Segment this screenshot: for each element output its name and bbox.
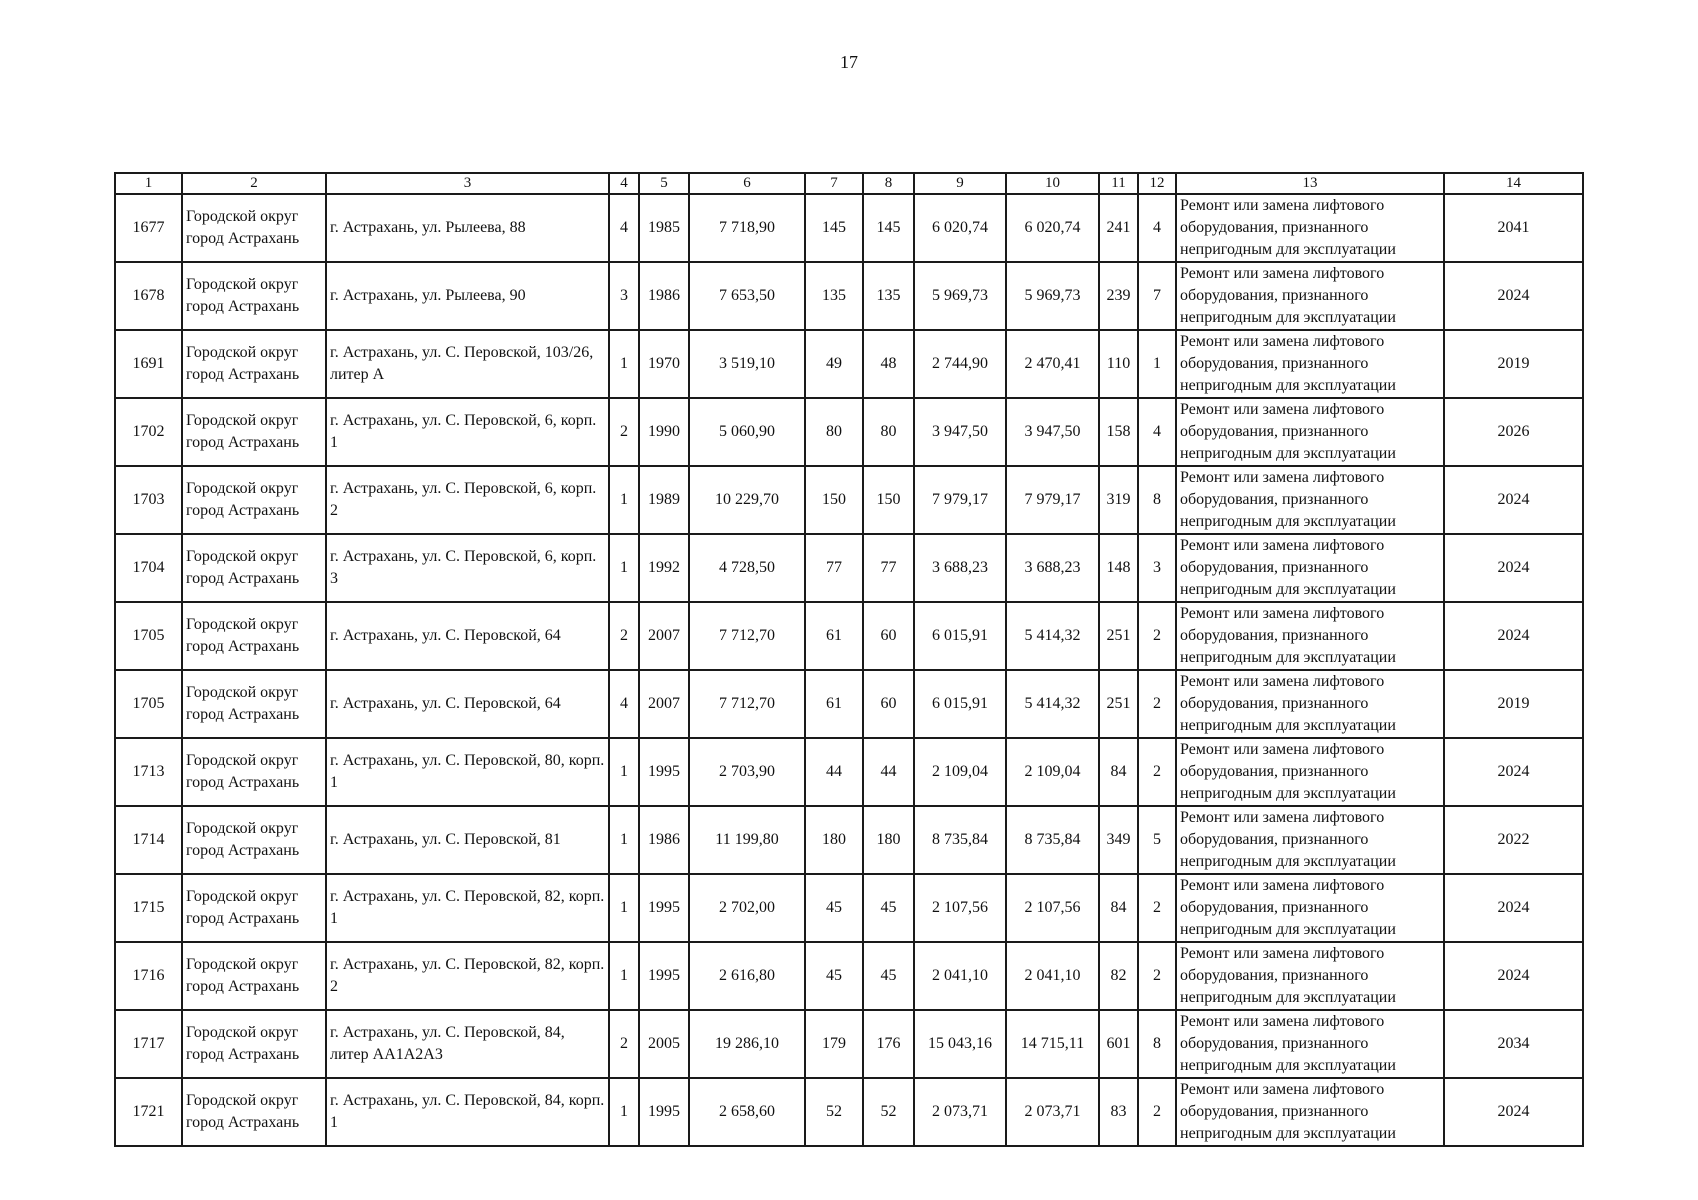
planned-year-cell: 2026 [1444,398,1583,466]
planned-year-cell: 2024 [1444,466,1583,534]
column-8-value-cell: 45 [863,874,914,942]
work-type-cell: Ремонт или замена лифтового оборудования, признанного непригодным для эксплуатации [1176,602,1444,670]
table-row [115,806,1583,874]
municipality-cell: Городской округ город Астрахань [182,398,326,466]
municipality-cell: Городской округ город Астрахань [182,874,326,942]
column-11-value-cell: 349 [1099,806,1138,874]
column-12-value-cell: 7 [1138,262,1176,330]
column-8-value-cell: 48 [863,330,914,398]
total-area-cell: 7 718,90 [689,194,805,262]
record-number-cell: 1715 [115,874,182,942]
record-number-cell: 1691 [115,330,182,398]
total-area-cell: 5 060,90 [689,398,805,466]
column-9-value-cell: 8 735,84 [914,806,1006,874]
column-8-value-cell: 60 [863,602,914,670]
year-cell: 1970 [639,330,689,398]
column-4-value-cell: 1 [609,466,639,534]
column-4-value-cell: 2 [609,1010,639,1078]
planned-year-cell: 2019 [1444,670,1583,738]
column-12-value-cell: 2 [1138,738,1176,806]
column-header-9: 9 [914,173,1006,194]
column-9-value-cell: 7 979,17 [914,466,1006,534]
column-11-value-cell: 84 [1099,874,1138,942]
column-9-value-cell: 2 744,90 [914,330,1006,398]
column-8-value-cell: 45 [863,942,914,1010]
year-cell: 1995 [639,942,689,1010]
column-header-3: 3 [326,173,609,194]
column-10-value-cell: 2 073,71 [1006,1078,1099,1146]
work-type-cell: Ремонт или замена лифтового оборудования, признанного непригодным для эксплуатации [1176,806,1444,874]
address-cell: г. Астрахань, ул. С. Перовской, 64 [326,670,609,738]
column-8-value-cell: 80 [863,398,914,466]
column-12-value-cell: 3 [1138,534,1176,602]
work-type-cell: Ремонт или замена лифтового оборудования, признанного непригодным для эксплуатации [1176,466,1444,534]
total-area-cell: 7 653,50 [689,262,805,330]
column-11-value-cell: 241 [1099,194,1138,262]
column-9-value-cell: 2 109,04 [914,738,1006,806]
column-header-8: 8 [863,173,914,194]
address-cell: г. Астрахань, ул. С. Перовской, 84, литер АА1А2А3 [326,1010,609,1078]
column-12-value-cell: 2 [1138,942,1176,1010]
registry-table [114,172,1584,1147]
address-cell: г. Астрахань, ул. С. Перовской, 80, корп. 1 [326,738,609,806]
municipality-cell: Городской округ город Астрахань [182,466,326,534]
column-11-value-cell: 82 [1099,942,1138,1010]
header-row [115,173,1583,194]
column-11-value-cell: 158 [1099,398,1138,466]
table-row [115,738,1583,806]
address-cell: г. Астрахань, ул. С. Перовской, 82, корп. 1 [326,874,609,942]
work-type-cell: Ремонт или замена лифтового оборудования, признанного непригодным для эксплуатации [1176,1078,1444,1146]
column-header-2: 2 [182,173,326,194]
total-area-cell: 2 702,00 [689,874,805,942]
planned-year-cell: 2024 [1444,738,1583,806]
column-12-value-cell: 1 [1138,330,1176,398]
column-11-value-cell: 83 [1099,1078,1138,1146]
year-cell: 1995 [639,738,689,806]
column-7-value-cell: 179 [805,1010,863,1078]
record-number-cell: 1721 [115,1078,182,1146]
record-number-cell: 1714 [115,806,182,874]
column-9-value-cell: 2 041,10 [914,942,1006,1010]
municipality-cell: Городской округ город Астрахань [182,262,326,330]
table-row [115,602,1583,670]
table-row [115,874,1583,942]
column-4-value-cell: 1 [609,534,639,602]
municipality-cell: Городской округ город Астрахань [182,330,326,398]
planned-year-cell: 2024 [1444,942,1583,1010]
column-12-value-cell: 4 [1138,194,1176,262]
column-header-11: 11 [1099,173,1138,194]
address-cell: г. Астрахань, ул. С. Перовской, 84, корп. 1 [326,1078,609,1146]
column-11-value-cell: 84 [1099,738,1138,806]
year-cell: 1989 [639,466,689,534]
planned-year-cell: 2034 [1444,1010,1583,1078]
column-11-value-cell: 251 [1099,670,1138,738]
municipality-cell: Городской округ город Астрахань [182,602,326,670]
address-cell: г. Астрахань, ул. С. Перовской, 6, корп. 1 [326,398,609,466]
record-number-cell: 1705 [115,602,182,670]
column-header-12: 12 [1138,173,1176,194]
total-area-cell: 3 519,10 [689,330,805,398]
total-area-cell: 19 286,10 [689,1010,805,1078]
total-area-cell: 2 703,90 [689,738,805,806]
column-8-value-cell: 135 [863,262,914,330]
column-9-value-cell: 2 107,56 [914,874,1006,942]
column-8-value-cell: 145 [863,194,914,262]
record-number-cell: 1705 [115,670,182,738]
column-4-value-cell: 2 [609,602,639,670]
total-area-cell: 2 616,80 [689,942,805,1010]
column-7-value-cell: 49 [805,330,863,398]
planned-year-cell: 2024 [1444,602,1583,670]
column-12-value-cell: 2 [1138,670,1176,738]
column-7-value-cell: 61 [805,670,863,738]
column-7-value-cell: 150 [805,466,863,534]
planned-year-cell: 2024 [1444,874,1583,942]
address-cell: г. Астрахань, ул. С. Перовской, 103/26, литер А [326,330,609,398]
table-body [115,194,1583,1146]
column-header-14: 14 [1444,173,1583,194]
planned-year-cell: 2019 [1444,330,1583,398]
column-10-value-cell: 14 715,11 [1006,1010,1099,1078]
year-cell: 1995 [639,1078,689,1146]
year-cell: 2007 [639,602,689,670]
table-row [115,466,1583,534]
record-number-cell: 1704 [115,534,182,602]
total-area-cell: 7 712,70 [689,670,805,738]
municipality-cell: Городской округ город Астрахань [182,194,326,262]
year-cell: 1986 [639,262,689,330]
address-cell: г. Астрахань, ул. Рылеева, 88 [326,194,609,262]
work-type-cell: Ремонт или замена лифтового оборудования, признанного непригодным для эксплуатации [1176,670,1444,738]
year-cell: 1985 [639,194,689,262]
column-8-value-cell: 44 [863,738,914,806]
column-4-value-cell: 2 [609,398,639,466]
record-number-cell: 1703 [115,466,182,534]
column-4-value-cell: 1 [609,738,639,806]
planned-year-cell: 2024 [1444,1078,1583,1146]
column-7-value-cell: 44 [805,738,863,806]
column-10-value-cell: 5 414,32 [1006,670,1099,738]
year-cell: 1995 [639,874,689,942]
column-10-value-cell: 2 041,10 [1006,942,1099,1010]
year-cell: 1992 [639,534,689,602]
column-10-value-cell: 5 414,32 [1006,602,1099,670]
column-12-value-cell: 2 [1138,602,1176,670]
table-row [115,1078,1583,1146]
column-7-value-cell: 61 [805,602,863,670]
column-12-value-cell: 8 [1138,466,1176,534]
column-9-value-cell: 6 015,91 [914,670,1006,738]
column-12-value-cell: 4 [1138,398,1176,466]
planned-year-cell: 2041 [1444,194,1583,262]
column-12-value-cell: 2 [1138,1078,1176,1146]
address-cell: г. Астрахань, ул. С. Перовской, 64 [326,602,609,670]
column-7-value-cell: 80 [805,398,863,466]
column-11-value-cell: 601 [1099,1010,1138,1078]
column-header-7: 7 [805,173,863,194]
column-11-value-cell: 110 [1099,330,1138,398]
column-11-value-cell: 148 [1099,534,1138,602]
record-number-cell: 1702 [115,398,182,466]
record-number-cell: 1677 [115,194,182,262]
column-10-value-cell: 3 947,50 [1006,398,1099,466]
address-cell: г. Астрахань, ул. С. Перовской, 6, корп. 2 [326,466,609,534]
address-cell: г. Астрахань, ул. С. Перовской, 82, корп. 2 [326,942,609,1010]
column-8-value-cell: 180 [863,806,914,874]
column-7-value-cell: 180 [805,806,863,874]
column-10-value-cell: 7 979,17 [1006,466,1099,534]
planned-year-cell: 2022 [1444,806,1583,874]
column-10-value-cell: 2 470,41 [1006,330,1099,398]
total-area-cell: 11 199,80 [689,806,805,874]
work-type-cell: Ремонт или замена лифтового оборудования, признанного непригодным для эксплуатации [1176,398,1444,466]
column-7-value-cell: 77 [805,534,863,602]
column-8-value-cell: 77 [863,534,914,602]
column-header-5: 5 [639,173,689,194]
work-type-cell: Ремонт или замена лифтового оборудования, признанного непригодным для эксплуатации [1176,262,1444,330]
column-10-value-cell: 2 109,04 [1006,738,1099,806]
column-7-value-cell: 45 [805,942,863,1010]
planned-year-cell: 2024 [1444,262,1583,330]
work-type-cell: Ремонт или замена лифтового оборудования, признанного непригодным для эксплуатации [1176,942,1444,1010]
column-header-13: 13 [1176,173,1444,194]
table-row [115,194,1583,262]
year-cell: 2007 [639,670,689,738]
year-cell: 2005 [639,1010,689,1078]
work-type-cell: Ремонт или замена лифтового оборудования, признанного непригодным для эксплуатации [1176,330,1444,398]
column-12-value-cell: 5 [1138,806,1176,874]
total-area-cell: 7 712,70 [689,602,805,670]
municipality-cell: Городской округ город Астрахань [182,942,326,1010]
column-4-value-cell: 1 [609,1078,639,1146]
column-8-value-cell: 176 [863,1010,914,1078]
column-11-value-cell: 239 [1099,262,1138,330]
column-9-value-cell: 2 073,71 [914,1078,1006,1146]
column-7-value-cell: 135 [805,262,863,330]
address-cell: г. Астрахань, ул. С. Перовской, 6, корп. 3 [326,534,609,602]
column-9-value-cell: 3 688,23 [914,534,1006,602]
column-4-value-cell: 4 [609,194,639,262]
work-type-cell: Ремонт или замена лифтового оборудования, признанного непригодным для эксплуатации [1176,534,1444,602]
column-4-value-cell: 4 [609,670,639,738]
total-area-cell: 10 229,70 [689,466,805,534]
column-11-value-cell: 251 [1099,602,1138,670]
column-10-value-cell: 6 020,74 [1006,194,1099,262]
column-11-value-cell: 319 [1099,466,1138,534]
column-4-value-cell: 1 [609,942,639,1010]
municipality-cell: Городской округ город Астрахань [182,534,326,602]
address-cell: г. Астрахань, ул. Рылеева, 90 [326,262,609,330]
table-row [115,330,1583,398]
table-row [115,398,1583,466]
column-9-value-cell: 15 043,16 [914,1010,1006,1078]
municipality-cell: Городской округ город Астрахань [182,1078,326,1146]
municipality-cell: Городской округ город Астрахань [182,806,326,874]
column-9-value-cell: 5 969,73 [914,262,1006,330]
column-8-value-cell: 52 [863,1078,914,1146]
column-4-value-cell: 1 [609,874,639,942]
column-7-value-cell: 52 [805,1078,863,1146]
column-12-value-cell: 8 [1138,1010,1176,1078]
record-number-cell: 1713 [115,738,182,806]
column-9-value-cell: 3 947,50 [914,398,1006,466]
year-cell: 1986 [639,806,689,874]
column-10-value-cell: 8 735,84 [1006,806,1099,874]
planned-year-cell: 2024 [1444,534,1583,602]
column-header-4: 4 [609,173,639,194]
total-area-cell: 2 658,60 [689,1078,805,1146]
total-area-cell: 4 728,50 [689,534,805,602]
table-row [115,534,1583,602]
column-4-value-cell: 1 [609,806,639,874]
column-7-value-cell: 145 [805,194,863,262]
column-4-value-cell: 3 [609,262,639,330]
table-header [115,173,1583,194]
page-number: 17 [840,52,858,72]
column-header-6: 6 [689,173,805,194]
work-type-cell: Ремонт или замена лифтового оборудования, признанного непригодным для эксплуатации [1176,738,1444,806]
record-number-cell: 1678 [115,262,182,330]
municipality-cell: Городской округ город Астрахань [182,738,326,806]
column-4-value-cell: 1 [609,330,639,398]
column-8-value-cell: 150 [863,466,914,534]
work-type-cell: Ремонт или замена лифтового оборудования, признанного непригодным для эксплуатации [1176,874,1444,942]
column-10-value-cell: 2 107,56 [1006,874,1099,942]
municipality-cell: Городской округ город Астрахань [182,670,326,738]
record-number-cell: 1717 [115,1010,182,1078]
record-number-cell: 1716 [115,942,182,1010]
column-7-value-cell: 45 [805,874,863,942]
year-cell: 1990 [639,398,689,466]
table-row [115,942,1583,1010]
column-header-10: 10 [1006,173,1099,194]
column-9-value-cell: 6 015,91 [914,602,1006,670]
table-row [115,1010,1583,1078]
column-12-value-cell: 2 [1138,874,1176,942]
work-type-cell: Ремонт или замена лифтового оборудования, признанного непригодным для эксплуатации [1176,1010,1444,1078]
column-8-value-cell: 60 [863,670,914,738]
work-type-cell: Ремонт или замена лифтового оборудования, признанного непригодным для эксплуатации [1176,194,1444,262]
column-10-value-cell: 3 688,23 [1006,534,1099,602]
table-row [115,262,1583,330]
column-header-1: 1 [115,173,182,194]
column-9-value-cell: 6 020,74 [914,194,1006,262]
address-cell: г. Астрахань, ул. С. Перовской, 81 [326,806,609,874]
municipality-cell: Городской округ город Астрахань [182,1010,326,1078]
table-row [115,670,1583,738]
column-10-value-cell: 5 969,73 [1006,262,1099,330]
